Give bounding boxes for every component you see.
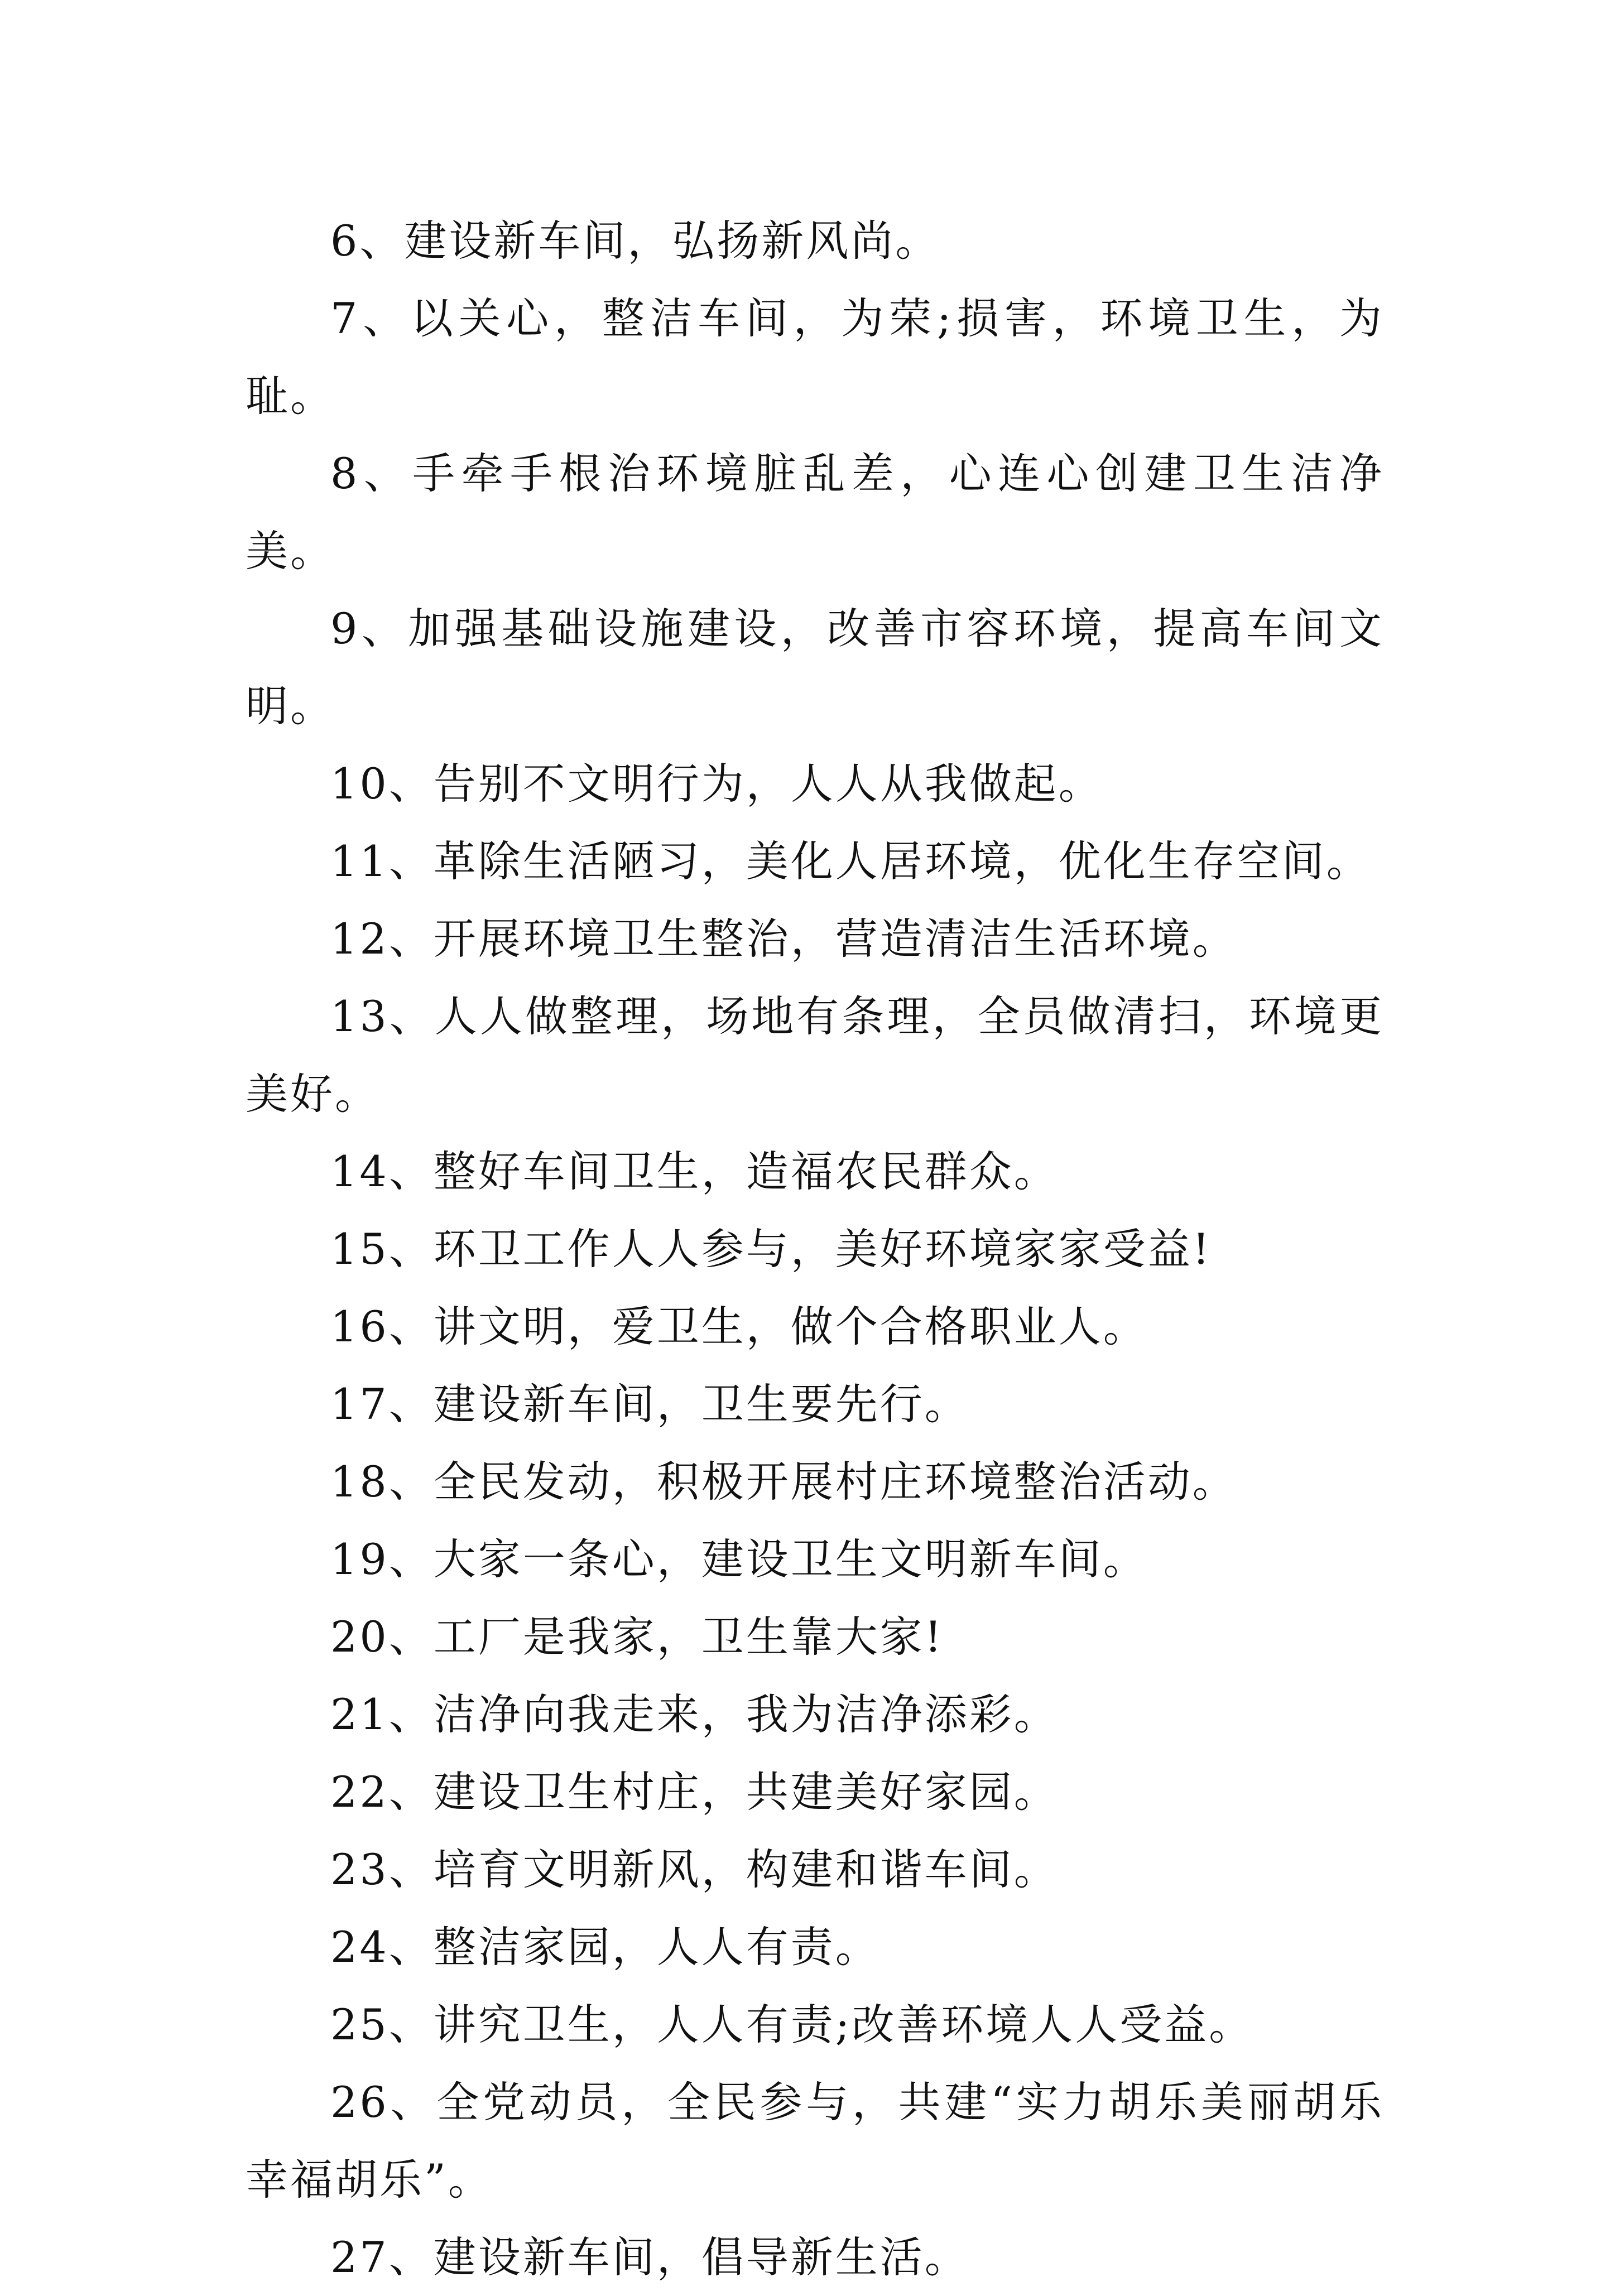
slogan-item: 11、革除生活陋习，美化人居环境，优化生存空间。 (330, 836, 1371, 886)
slogan-item: 23、培育文明新风，构建和谐车间。 (330, 1845, 1059, 1894)
slogan-item: 17、建设新车间，卫生要先行。 (330, 1379, 969, 1429)
slogan-item: 9、加强基础设施建设，改善市容环境，提高车间文明。 (246, 604, 1384, 731)
slogan-item: 13、人人做整理，场地有条理，全员做清扫，环境更美好。 (246, 991, 1384, 1119)
slogan-item: 27、建设新车间，倡导新生活。 (330, 2232, 969, 2282)
slogan-item: 10、告别不文明行为，人人从我做起。 (330, 759, 1103, 808)
slogan-item: 14、整好车间卫生，造福农民群众。 (330, 1147, 1059, 1196)
slogan-item: 6、建设新车间，弘扬新风尚。 (330, 216, 940, 266)
slogan-item: 24、整洁家园，人人有责。 (330, 1922, 880, 1972)
slogan-item: 25、讲究卫生，人人有责;改善环境人人受益。 (330, 2000, 1254, 2049)
slogan-item: 26、全党动员，全民参与，共建“实力胡乐美丽胡乐幸福胡乐”。 (246, 2077, 1384, 2204)
slogan-item: 22、建设卫生村庄，共建美好家园。 (330, 1767, 1059, 1817)
slogan-item: 7、以关心，整洁车间，为荣;损害，环境卫生，为耻。 (246, 293, 1384, 421)
slogan-item: 16、讲文明，爱卫生，做个合格职业人。 (330, 1302, 1148, 1351)
slogan-item: 19、大家一条心，建设卫生文明新车间。 (330, 1534, 1148, 1584)
slogan-item: 12、开展环境卫生整治，营造清洁生活环境。 (330, 914, 1237, 964)
slogan-item: 18、全民发动，积极开展村庄环境整治活动。 (330, 1457, 1237, 1506)
slogan-item: 21、洁净向我走来，我为洁净添彩。 (330, 1689, 1059, 1739)
document-page (246, 202, 1384, 2296)
slogan-item: 20、工厂是我家，卫生靠大家! (330, 1612, 944, 1662)
slogan-item: 8、手牵手根治环境脏乱差，心连心创建卫生洁净美。 (246, 449, 1384, 576)
slogan-item: 15、环卫工作人人参与，美好环境家家受益! (330, 1224, 1212, 1274)
